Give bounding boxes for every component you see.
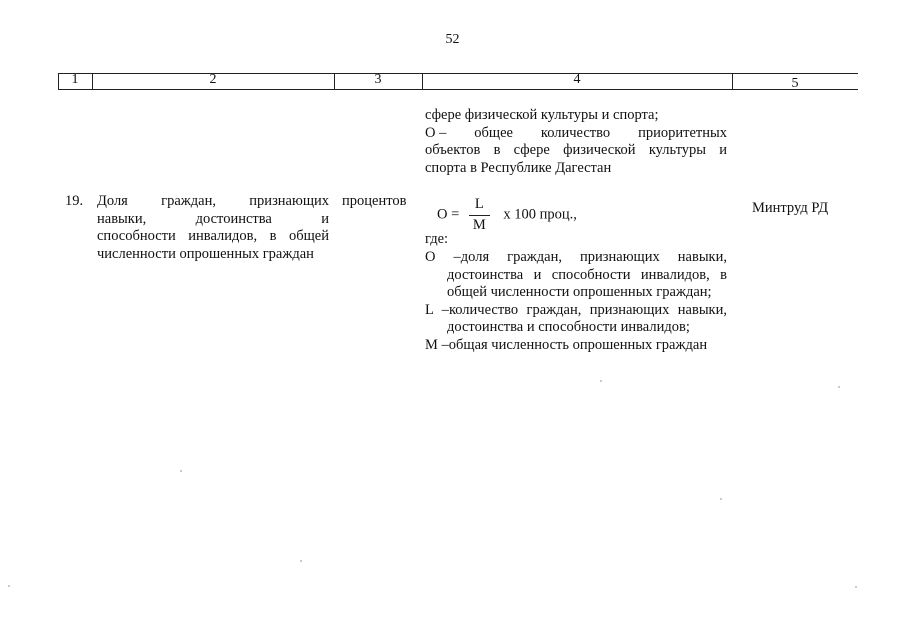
continuation-line: спорта в Республике Дагестан bbox=[425, 159, 612, 176]
header-col-4: 4 bbox=[573, 72, 581, 87]
definition-text: количество граждан, признающих навыки, bbox=[448, 301, 727, 318]
scan-speck bbox=[838, 386, 840, 388]
definition-item bbox=[425, 337, 727, 355]
definition-text: доля граждан, признающих навыки, bbox=[460, 249, 727, 265]
header-col-5: 5 bbox=[791, 76, 799, 91]
definition-line bbox=[425, 337, 727, 355]
scan-speck bbox=[720, 498, 722, 500]
definition-prefix: О – bbox=[425, 124, 447, 141]
indicator-line: численности опрошенных граждан bbox=[97, 245, 314, 262]
unit-of-measure: процентов bbox=[342, 193, 407, 209]
definition-text: общая численность опрошенных граждан bbox=[448, 336, 708, 353]
formula bbox=[437, 196, 577, 234]
where-label: где: bbox=[425, 231, 449, 247]
definition-line bbox=[425, 249, 727, 267]
indicator-line: Доля граждан, признающих bbox=[97, 193, 329, 209]
definition-word: общее bbox=[474, 124, 513, 141]
definitions bbox=[425, 249, 727, 354]
row-number: 19. bbox=[65, 193, 84, 209]
definition-line: достоинства и способности инвалидов, в bbox=[447, 266, 727, 283]
definition-item bbox=[425, 302, 727, 337]
definition-word: приоритетных bbox=[638, 124, 727, 141]
continuation-line: объектов в сфере физической культуры и bbox=[425, 142, 727, 158]
fraction bbox=[469, 196, 490, 234]
continuation-line: сфере физической культуры и спорта; bbox=[425, 107, 659, 123]
definition-line: достоинства и способности инвалидов; bbox=[447, 319, 690, 335]
header-col-2: 2 bbox=[209, 72, 217, 87]
page-number: 52 bbox=[445, 32, 460, 47]
indicator-line: способности инвалидов, в общей bbox=[97, 228, 329, 244]
definition-prefix: L – bbox=[425, 301, 449, 318]
definition-o-line bbox=[425, 125, 727, 143]
formula-rhs: х 100 проц., bbox=[503, 206, 577, 223]
fraction-numerator: L bbox=[469, 196, 490, 216]
definition-line: общей численности опрошенных граждан; bbox=[447, 284, 712, 300]
definition-prefix: М – bbox=[425, 336, 449, 353]
definition-word: количество bbox=[540, 124, 611, 141]
definition-line bbox=[425, 302, 727, 320]
fraction-denominator: М bbox=[472, 216, 486, 233]
header-col-3: 3 bbox=[374, 72, 382, 87]
formula-lhs: О = bbox=[437, 206, 460, 223]
scan-speck bbox=[855, 586, 857, 588]
indicator-line: навыки, достоинства и bbox=[97, 210, 329, 227]
definition-prefix: О – bbox=[425, 249, 461, 265]
scan-speck bbox=[180, 470, 182, 472]
scan-speck bbox=[600, 380, 602, 382]
indicator-name bbox=[97, 193, 329, 263]
responsible-body: Минтруд РД bbox=[752, 200, 829, 216]
scan-speck bbox=[8, 585, 10, 587]
definition-item bbox=[425, 249, 727, 302]
header-col-1: 1 bbox=[71, 72, 79, 87]
scan-speck bbox=[300, 560, 302, 562]
